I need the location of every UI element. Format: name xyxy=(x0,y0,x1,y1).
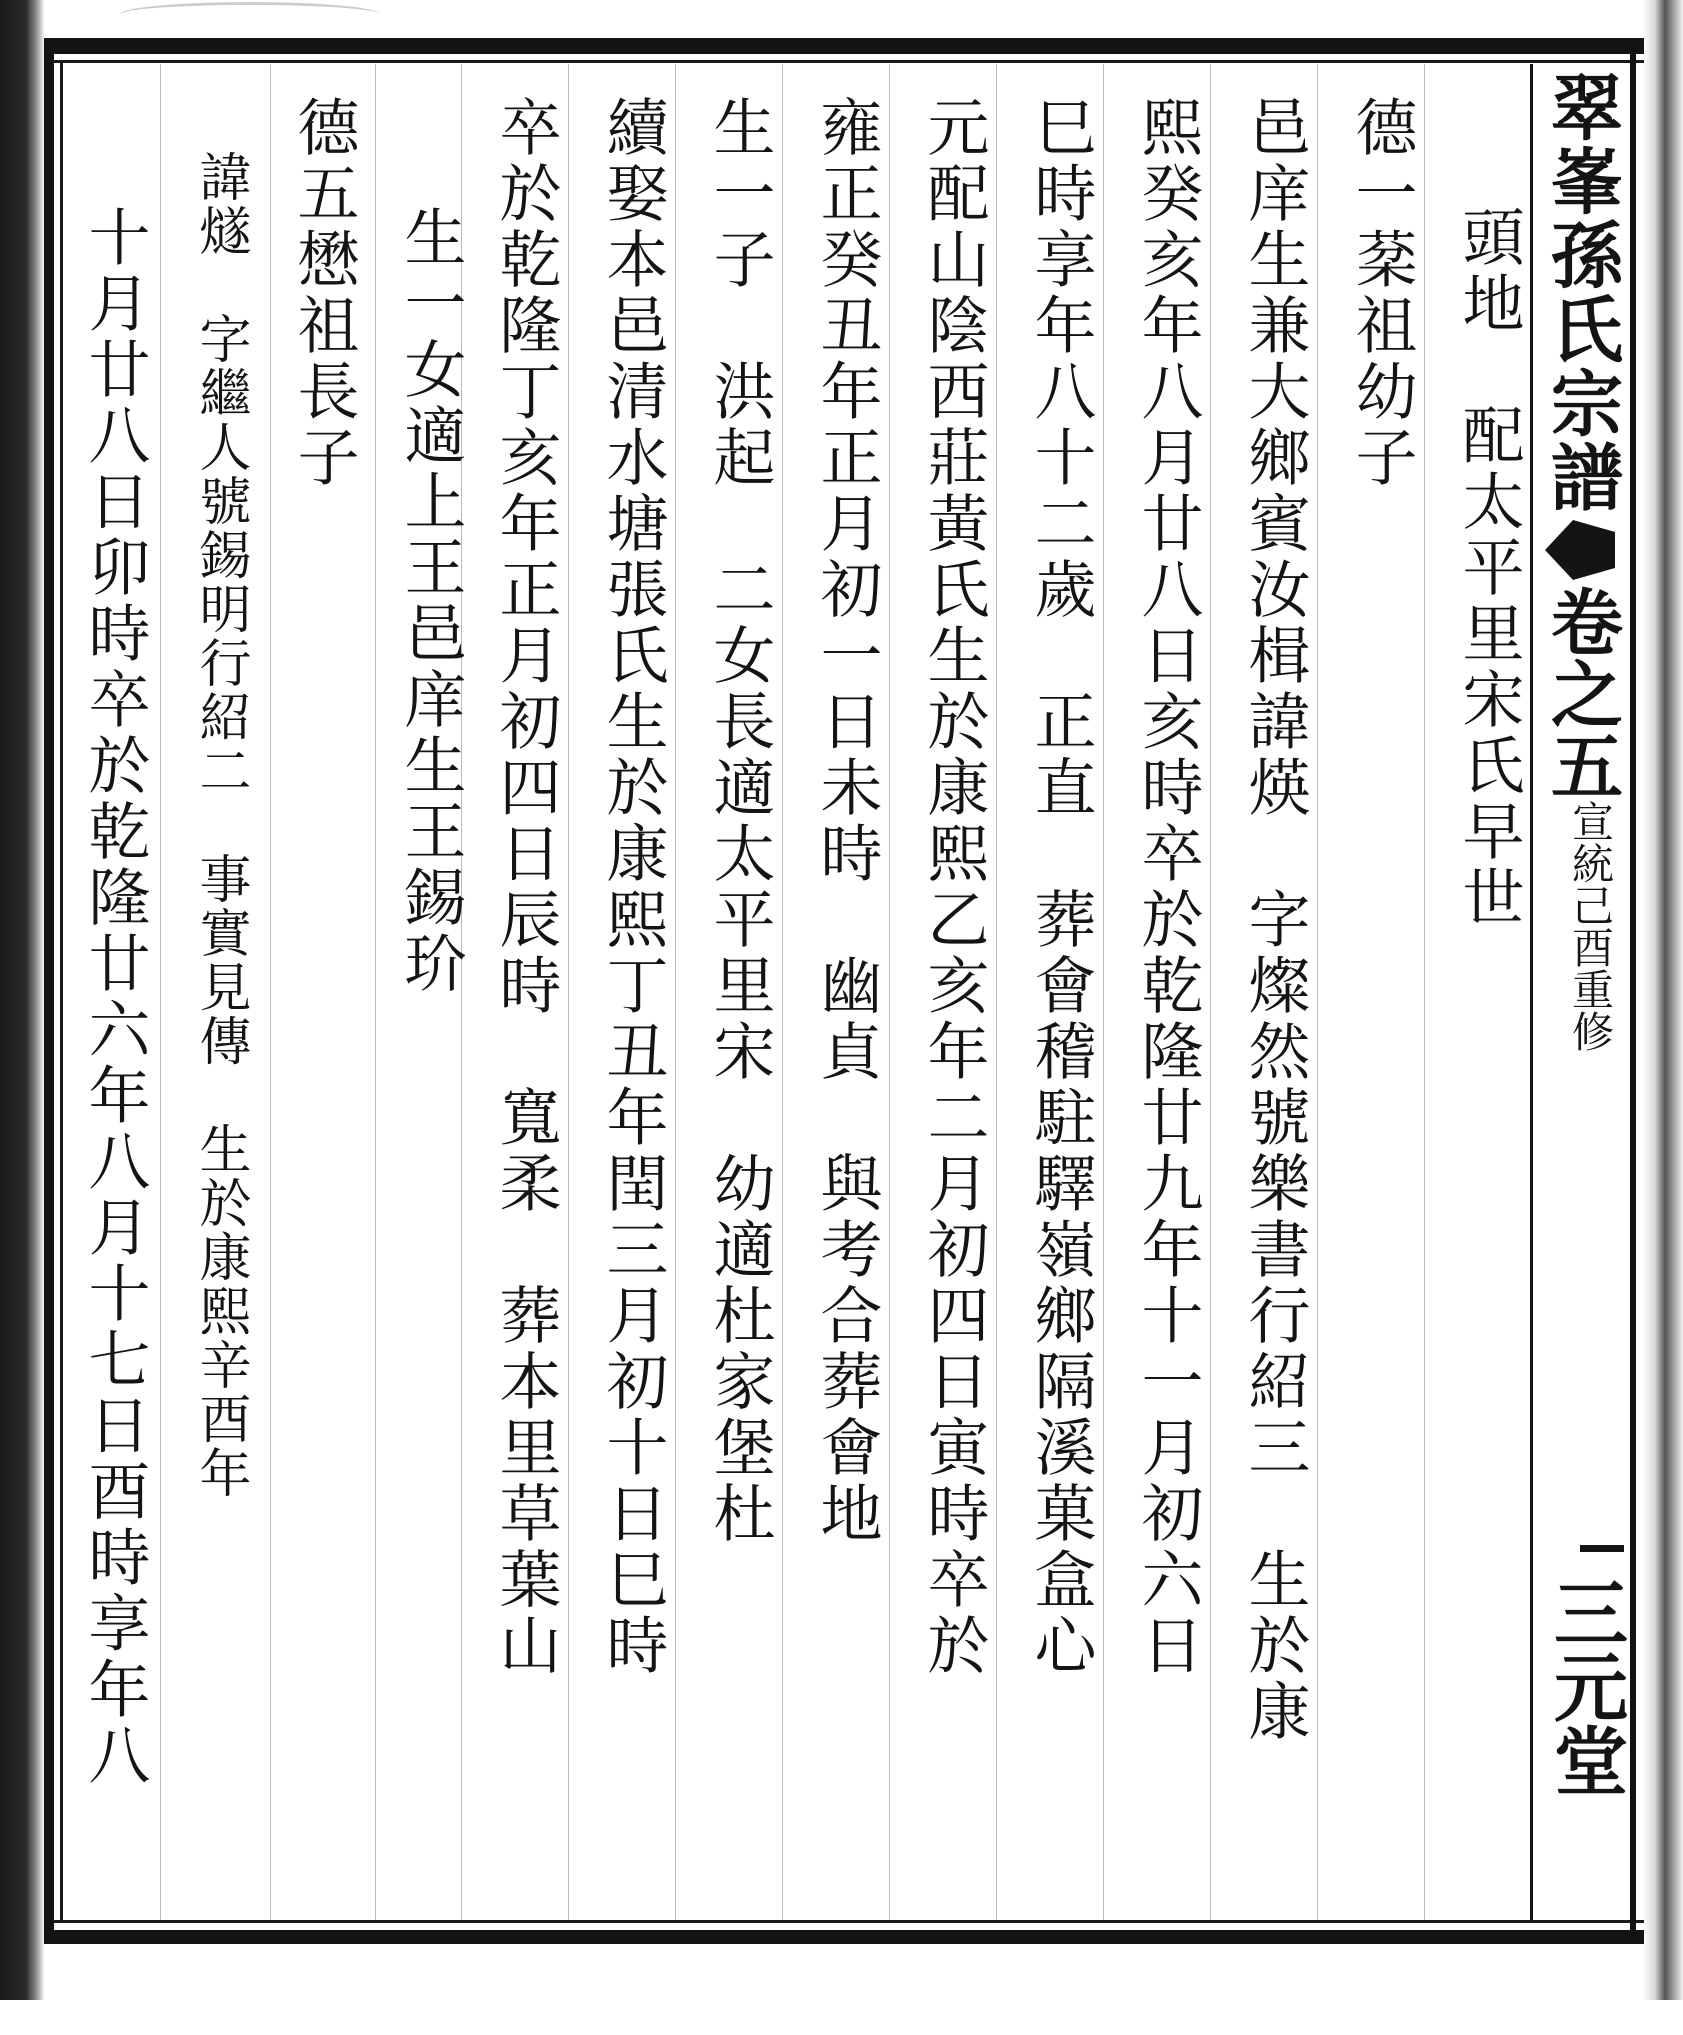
edition-note: 宣統己酉重修 xyxy=(1566,800,1615,1052)
frame-border-bottom xyxy=(44,1930,1644,1944)
hall-name: 三元堂 xyxy=(1542,1575,1628,1797)
text-column: 熙癸亥年八月廿八日亥時卒於乾隆廿九年十一月初六日 xyxy=(1131,95,1204,1679)
text-column: 卒於乾隆丁亥年正月初四日辰時 寬柔 葬本里草葉山 xyxy=(489,95,562,1679)
text-column: 元配山陰西莊黃氏生於康熙乙亥年二月初四日寅時卒於 xyxy=(917,95,990,1679)
banner-rule xyxy=(1580,1545,1624,1552)
text-column: 邑庠生兼大鄉賓汝楫諱煐 字燦然號樂書行紹三 生於康 xyxy=(1238,95,1311,1745)
column-divider xyxy=(270,64,271,1920)
frame-rule-left xyxy=(60,60,63,1922)
text-column: 生一女適上王邑庠生王錫玠 xyxy=(394,205,467,997)
text-column: 續娶本邑清水塘張氏生於康熙丁丑年閏三月初十日巳時 xyxy=(596,95,669,1679)
text-column: 生一子 洪起 二女長適太平里宋 幼適杜家堡杜 xyxy=(703,95,776,1547)
ink-smudge xyxy=(120,2,380,27)
frame-border-top xyxy=(44,38,1644,54)
text-column: 雍正癸丑年正月初一日未時 幽貞 與考合葬會地 xyxy=(810,95,883,1547)
frame-border-right xyxy=(1630,38,1636,1944)
book-spine-left xyxy=(0,0,44,2000)
frame-border-left xyxy=(44,38,54,1944)
frame-rule-top xyxy=(44,60,1644,63)
text-column-heading: 德一棻祖幼子 xyxy=(1345,95,1418,491)
text-column: 十月廿八日卯時卒於乾隆廿六年八月十七日酉時享年八 xyxy=(78,205,151,1789)
text-column-heading: 德五懋祖長子 xyxy=(287,95,360,491)
text-column: 頭地 配太平里宋氏早世 xyxy=(1452,205,1525,931)
text-column: 巳時享年八十二歲 正直 葬會稽駐驛嶺鄉隔溪菓盒心 xyxy=(1024,95,1097,1679)
page-edge-right xyxy=(1643,0,1683,2000)
column-divider xyxy=(375,64,376,1920)
volume-label: 卷之五 xyxy=(1539,585,1624,801)
book-title: 翠峯孫氏宗譜 xyxy=(1539,70,1624,514)
text-column: 諱燧 字繼人號錫明行紹二 事實見傳 生於康熙辛酉年 xyxy=(190,150,250,1500)
